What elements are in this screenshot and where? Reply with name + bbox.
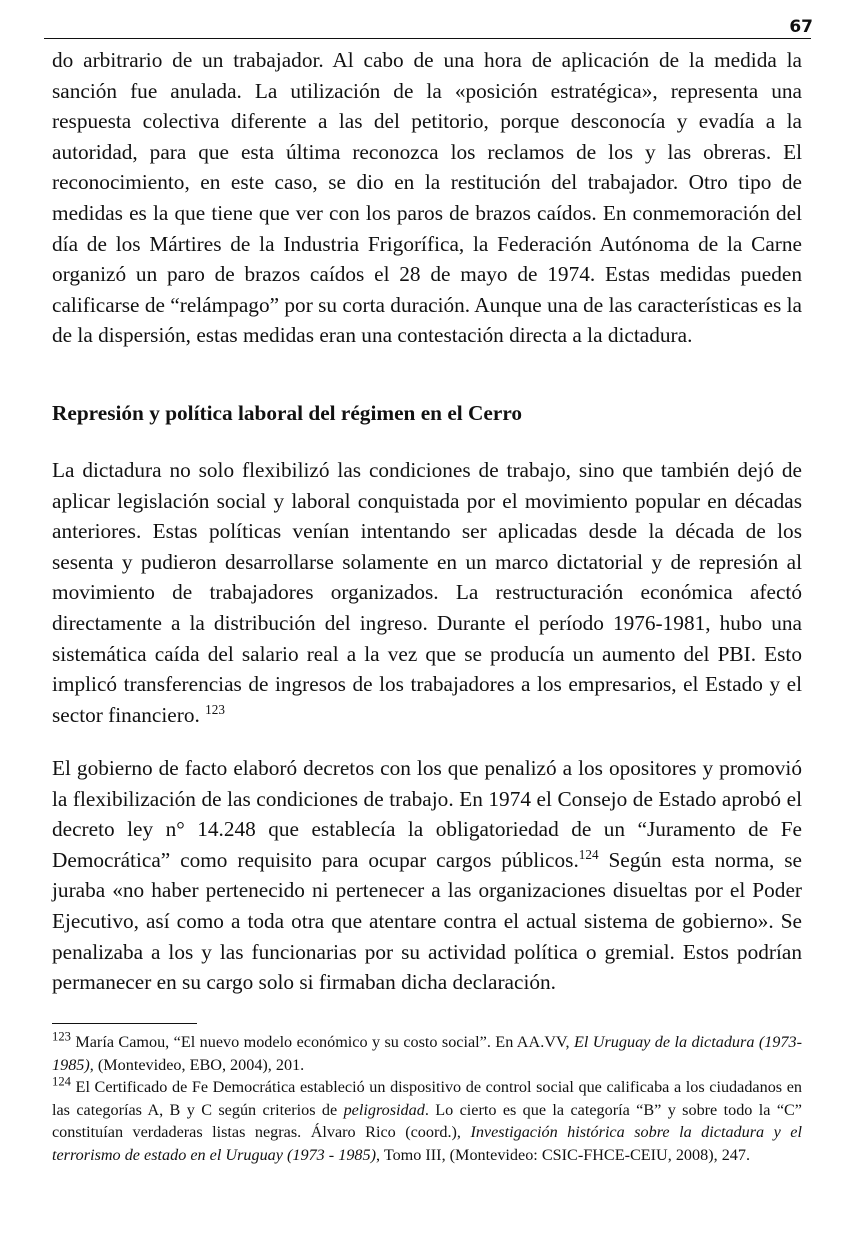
footnote-number-124: 124 [52, 1074, 71, 1089]
page-number: 67 [789, 17, 813, 37]
paragraph-1: do arbitrario de un trabajador. Al cabo de una hora de aplicación de la medida la sanción fue anulada. La utilización de la «posición estratégica», representa una respuesta colectiva diferente a las del petitorio, porque desconocía y evadía a la autoridad, para que esta última reconozca los reclamos de los y las obreras. El reconocimiento, en este caso, se dio en la restitución del trabajador. Otro tipo de medidas es la que tiene que ver con los paros de brazos caídos. En conmemoración del día de los Mártires de la Industria Frigorífica, la Federación Autónoma de la Carne organizó un paro de brazos caídos el 28 de mayo de 1974. Estas medidas pueden calificarse de “relámpago” por su corta duración. Aunque una de las características es la de la dispersión, estas medidas eran una contestación directa a la dictadura. [52, 48, 802, 348]
footnote-124 [52, 1076, 802, 1166]
paragraph-intro [52, 45, 802, 351]
footnote-separator [52, 1023, 197, 1024]
footnote-124-text-a: El Certificado de Fe Democrática estableció un dispositivo de control social que calificaba a los ciudadanos en las categorías A, B y C según criterios de [52, 1078, 802, 1119]
paragraph-2-text: La dictadura no solo flexibilizó las condiciones de trabajo, sino que también dejó de aplicar legislación social y laboral conquistada por el movimiento popular en décadas anteriores. Estas políticas venían intentando ser aplicadas desde la década de los sesenta y pudieron desarrollarse solamente en un marco dictatorial y de represión al movimiento de trabajadores organizados. La restructuración económica afectó directamente a la distribución del ingreso. Durante el período 1976-1981, hubo una sistemática caída del salario real a la vez que se producía un aumento del PBI. Esto implicó transferencias de ingresos de los trabajadores a los empresarios, el Estado y el sector financiero. [52, 458, 802, 727]
header-rule [44, 38, 811, 39]
footnotes [52, 1031, 802, 1167]
paragraph-2 [52, 455, 802, 730]
paragraph-block-2 [52, 455, 802, 730]
footnote-ref-123: 123 [205, 701, 225, 717]
footnote-number-123: 123 [52, 1029, 71, 1044]
footnote-124-title: Investigación histórica sobre la dictadura y el terrorismo de estado en el Uruguay (1973 - 1985) [52, 1123, 802, 1164]
footnote-123-text-a: María Camou, “El nuevo modelo económico y su costo social”. En AA.VV, [70, 1033, 574, 1051]
paragraph-3-text-a: El gobierno de facto elaboró decretos con los que penalizó a los opositores y promovió la flexibilización de las condiciones de trabajo. En 1974 el Consejo de Estado aprobó el decreto ley n° 14.248 que establecía la obligatoriedad de un “Juramento de Fe Democrática” como requisito para ocupar cargos públicos. [52, 756, 802, 872]
footnote-124-text-c: , Tomo III, (Montevideo: CSIC-FHCE-CEIU, 2008), 247. [376, 1145, 751, 1164]
footnote-ref-124: 124 [578, 846, 599, 862]
footnote-124-italic-a: peligrosidad [343, 1100, 425, 1119]
paragraph-block-3 [52, 753, 802, 998]
footnote-123-text-b: , (Montevideo, EBO, 2004), 201. [89, 1055, 305, 1074]
footnote-123 [52, 1031, 802, 1076]
paragraph-3-text-b: Según esta norma, se juraba «no haber pertenecido ni pertenecer a las organizaciones disueltas por el Poder Ejecutivo, así como a toda otra que atentare contra el actual sistema de gobierno». Se penalizaba a los y las funcionarias por su actividad política o gremial. Estos podrían permanecer en su cargo solo si firmaban dicha declaración. [52, 847, 802, 995]
footnote-124-text-b: . Lo cierto es que la categoría “B” y sobre todo la “C” constituían verdaderas listas negras. Álvaro Rico (coord.), [52, 1100, 802, 1142]
paragraph-3 [52, 753, 802, 998]
footnote-123-title: El Uruguay de la dictadura (1973-1985) [52, 1033, 802, 1074]
section-heading: Represión y política laboral del régimen en el Cerro [52, 401, 523, 425]
